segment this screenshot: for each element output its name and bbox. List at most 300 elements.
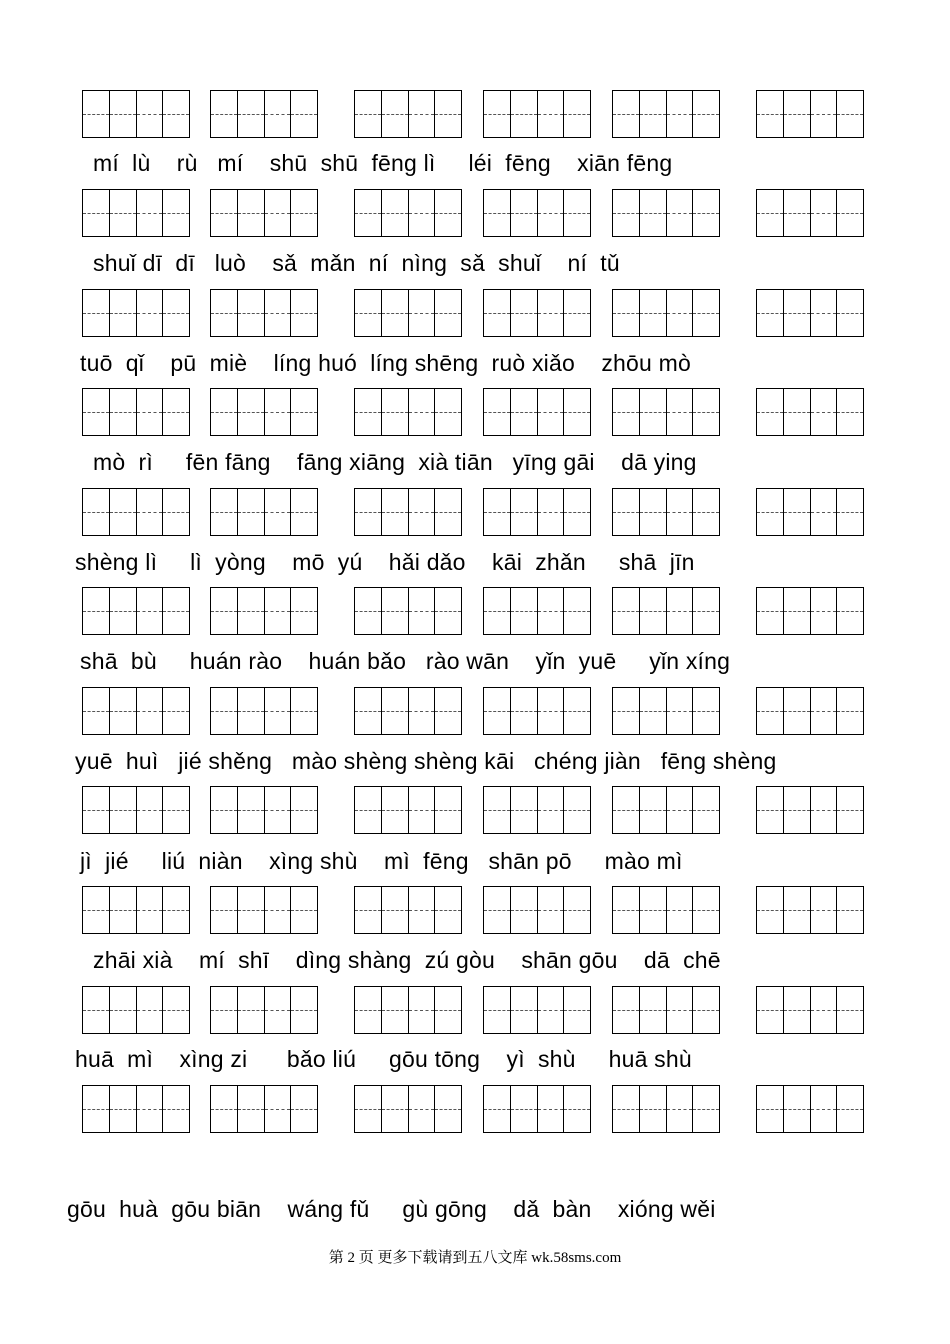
writing-box-cell[interactable] bbox=[484, 290, 511, 336]
writing-box-cell[interactable] bbox=[511, 787, 538, 833]
writing-box-cell[interactable] bbox=[784, 887, 811, 933]
writing-box-cell[interactable] bbox=[613, 290, 640, 336]
writing-box-cell[interactable] bbox=[291, 91, 317, 137]
writing-box-cell[interactable] bbox=[265, 588, 292, 634]
writing-box-cell[interactable] bbox=[355, 688, 382, 734]
writing-box-cell[interactable] bbox=[757, 389, 784, 435]
writing-box-cell[interactable] bbox=[211, 987, 238, 1033]
writing-box-cell[interactable] bbox=[640, 987, 667, 1033]
writing-box-group[interactable] bbox=[756, 986, 864, 1034]
writing-box-cell[interactable] bbox=[564, 290, 590, 336]
writing-box-cell[interactable] bbox=[355, 489, 382, 535]
writing-box-cell[interactable] bbox=[837, 190, 863, 236]
writing-box-cell[interactable] bbox=[484, 887, 511, 933]
writing-box-group[interactable] bbox=[756, 189, 864, 237]
writing-box-group[interactable] bbox=[210, 90, 318, 138]
writing-box-cell[interactable] bbox=[238, 887, 265, 933]
writing-box-cell[interactable] bbox=[137, 91, 164, 137]
writing-box-cell[interactable] bbox=[613, 91, 640, 137]
writing-box-cell[interactable] bbox=[110, 389, 137, 435]
writing-box-cell[interactable] bbox=[291, 190, 317, 236]
writing-box-cell[interactable] bbox=[511, 987, 538, 1033]
writing-box-cell[interactable] bbox=[811, 91, 838, 137]
writing-box-cell[interactable] bbox=[640, 588, 667, 634]
writing-box-cell[interactable] bbox=[435, 787, 461, 833]
writing-box-cell[interactable] bbox=[238, 389, 265, 435]
writing-box-group[interactable] bbox=[483, 786, 591, 834]
writing-box-cell[interactable] bbox=[613, 588, 640, 634]
writing-box-cell[interactable] bbox=[613, 489, 640, 535]
writing-box-cell[interactable] bbox=[137, 887, 164, 933]
writing-box-cell[interactable] bbox=[693, 588, 719, 634]
writing-box-cell[interactable] bbox=[110, 787, 137, 833]
writing-box-cell[interactable] bbox=[564, 688, 590, 734]
writing-box-cell[interactable] bbox=[409, 190, 436, 236]
writing-box-cell[interactable] bbox=[784, 1086, 811, 1132]
writing-box-cell[interactable] bbox=[238, 1086, 265, 1132]
writing-box-cell[interactable] bbox=[811, 787, 838, 833]
writing-box-cell[interactable] bbox=[355, 190, 382, 236]
writing-box-cell[interactable] bbox=[511, 389, 538, 435]
writing-box-cell[interactable] bbox=[355, 389, 382, 435]
writing-box-cell[interactable] bbox=[211, 787, 238, 833]
writing-box-cell[interactable] bbox=[238, 987, 265, 1033]
writing-box-cell[interactable] bbox=[640, 688, 667, 734]
writing-box-cell[interactable] bbox=[382, 190, 409, 236]
writing-box-cell[interactable] bbox=[83, 489, 110, 535]
writing-box-cell[interactable] bbox=[435, 887, 461, 933]
writing-box-cell[interactable] bbox=[238, 91, 265, 137]
writing-box-cell[interactable] bbox=[355, 787, 382, 833]
writing-box-group[interactable] bbox=[82, 587, 190, 635]
writing-box-cell[interactable] bbox=[484, 588, 511, 634]
writing-box-cell[interactable] bbox=[435, 588, 461, 634]
writing-box-cell[interactable] bbox=[382, 1086, 409, 1132]
writing-box-cell[interactable] bbox=[265, 91, 292, 137]
writing-box-group[interactable] bbox=[210, 587, 318, 635]
writing-box-cell[interactable] bbox=[784, 688, 811, 734]
writing-box-cell[interactable] bbox=[564, 91, 590, 137]
writing-box-cell[interactable] bbox=[667, 887, 694, 933]
writing-box-group[interactable] bbox=[756, 289, 864, 337]
writing-box-group[interactable] bbox=[82, 289, 190, 337]
writing-box-group[interactable] bbox=[756, 388, 864, 436]
writing-box-cell[interactable] bbox=[837, 688, 863, 734]
writing-box-group[interactable] bbox=[354, 388, 462, 436]
writing-box-cell[interactable] bbox=[265, 987, 292, 1033]
writing-box-cell[interactable] bbox=[265, 489, 292, 535]
writing-box-cell[interactable] bbox=[640, 290, 667, 336]
writing-box-group[interactable] bbox=[483, 886, 591, 934]
writing-box-cell[interactable] bbox=[110, 290, 137, 336]
writing-box-group[interactable] bbox=[82, 786, 190, 834]
writing-box-group[interactable] bbox=[612, 90, 720, 138]
writing-box-group[interactable] bbox=[354, 488, 462, 536]
writing-box-cell[interactable] bbox=[110, 91, 137, 137]
writing-box-cell[interactable] bbox=[211, 688, 238, 734]
writing-box-group[interactable] bbox=[483, 289, 591, 337]
writing-box-cell[interactable] bbox=[382, 489, 409, 535]
writing-box-group[interactable] bbox=[612, 1085, 720, 1133]
writing-box-cell[interactable] bbox=[355, 887, 382, 933]
writing-box-cell[interactable] bbox=[693, 887, 719, 933]
writing-box-cell[interactable] bbox=[484, 1086, 511, 1132]
writing-box-cell[interactable] bbox=[83, 887, 110, 933]
writing-box-cell[interactable] bbox=[784, 389, 811, 435]
writing-box-cell[interactable] bbox=[538, 489, 565, 535]
writing-box-cell[interactable] bbox=[409, 887, 436, 933]
writing-box-cell[interactable] bbox=[110, 190, 137, 236]
writing-box-cell[interactable] bbox=[511, 91, 538, 137]
writing-box-cell[interactable] bbox=[163, 91, 189, 137]
writing-box-cell[interactable] bbox=[784, 290, 811, 336]
writing-box-cell[interactable] bbox=[484, 987, 511, 1033]
writing-box-cell[interactable] bbox=[211, 588, 238, 634]
writing-box-cell[interactable] bbox=[693, 987, 719, 1033]
writing-box-group[interactable] bbox=[612, 189, 720, 237]
writing-box-group[interactable] bbox=[210, 687, 318, 735]
writing-box-cell[interactable] bbox=[640, 1086, 667, 1132]
writing-box-cell[interactable] bbox=[163, 290, 189, 336]
writing-box-cell[interactable] bbox=[693, 91, 719, 137]
writing-box-cell[interactable] bbox=[757, 1086, 784, 1132]
writing-box-group[interactable] bbox=[612, 388, 720, 436]
writing-box-cell[interactable] bbox=[435, 389, 461, 435]
writing-box-group[interactable] bbox=[612, 289, 720, 337]
writing-box-cell[interactable] bbox=[811, 290, 838, 336]
writing-box-group[interactable] bbox=[354, 289, 462, 337]
writing-box-cell[interactable] bbox=[484, 787, 511, 833]
writing-box-group[interactable] bbox=[612, 986, 720, 1034]
writing-box-cell[interactable] bbox=[110, 1086, 137, 1132]
writing-box-cell[interactable] bbox=[511, 489, 538, 535]
writing-box-group[interactable] bbox=[354, 189, 462, 237]
writing-box-cell[interactable] bbox=[163, 887, 189, 933]
writing-box-group[interactable] bbox=[354, 90, 462, 138]
writing-box-cell[interactable] bbox=[640, 887, 667, 933]
writing-box-cell[interactable] bbox=[757, 688, 784, 734]
writing-box-cell[interactable] bbox=[110, 489, 137, 535]
writing-box-group[interactable] bbox=[210, 488, 318, 536]
writing-box-cell[interactable] bbox=[291, 987, 317, 1033]
writing-box-cell[interactable] bbox=[693, 190, 719, 236]
writing-box-cell[interactable] bbox=[163, 489, 189, 535]
writing-box-cell[interactable] bbox=[613, 787, 640, 833]
writing-box-cell[interactable] bbox=[355, 290, 382, 336]
writing-box-cell[interactable] bbox=[382, 987, 409, 1033]
writing-box-cell[interactable] bbox=[757, 887, 784, 933]
writing-box-cell[interactable] bbox=[137, 987, 164, 1033]
writing-box-cell[interactable] bbox=[667, 787, 694, 833]
writing-box-cell[interactable] bbox=[640, 489, 667, 535]
writing-box-group[interactable] bbox=[756, 488, 864, 536]
writing-box-cell[interactable] bbox=[837, 389, 863, 435]
writing-box-group[interactable] bbox=[82, 986, 190, 1034]
writing-box-cell[interactable] bbox=[511, 1086, 538, 1132]
writing-box-cell[interactable] bbox=[163, 688, 189, 734]
writing-box-cell[interactable] bbox=[137, 688, 164, 734]
writing-box-cell[interactable] bbox=[693, 489, 719, 535]
writing-box-cell[interactable] bbox=[382, 887, 409, 933]
writing-box-cell[interactable] bbox=[435, 1086, 461, 1132]
writing-box-cell[interactable] bbox=[163, 588, 189, 634]
writing-box-cell[interactable] bbox=[784, 588, 811, 634]
writing-box-cell[interactable] bbox=[137, 190, 164, 236]
writing-box-cell[interactable] bbox=[409, 389, 436, 435]
writing-box-cell[interactable] bbox=[640, 91, 667, 137]
writing-box-cell[interactable] bbox=[757, 91, 784, 137]
writing-box-group[interactable] bbox=[756, 886, 864, 934]
writing-box-cell[interactable] bbox=[382, 91, 409, 137]
writing-box-cell[interactable] bbox=[435, 688, 461, 734]
writing-box-cell[interactable] bbox=[83, 290, 110, 336]
writing-box-cell[interactable] bbox=[265, 389, 292, 435]
writing-box-cell[interactable] bbox=[409, 489, 436, 535]
writing-box-cell[interactable] bbox=[538, 688, 565, 734]
writing-box-cell[interactable] bbox=[511, 688, 538, 734]
writing-box-cell[interactable] bbox=[382, 787, 409, 833]
writing-box-cell[interactable] bbox=[137, 588, 164, 634]
writing-box-cell[interactable] bbox=[163, 1086, 189, 1132]
writing-box-cell[interactable] bbox=[564, 489, 590, 535]
writing-box-cell[interactable] bbox=[382, 290, 409, 336]
writing-box-cell[interactable] bbox=[137, 1086, 164, 1132]
writing-box-group[interactable] bbox=[210, 986, 318, 1034]
writing-box-cell[interactable] bbox=[382, 588, 409, 634]
writing-box-cell[interactable] bbox=[291, 489, 317, 535]
writing-box-cell[interactable] bbox=[538, 1086, 565, 1132]
writing-box-group[interactable] bbox=[82, 886, 190, 934]
writing-box-cell[interactable] bbox=[693, 290, 719, 336]
writing-box-cell[interactable] bbox=[511, 887, 538, 933]
writing-box-group[interactable] bbox=[483, 687, 591, 735]
writing-box-cell[interactable] bbox=[211, 1086, 238, 1132]
writing-box-cell[interactable] bbox=[265, 688, 292, 734]
writing-box-cell[interactable] bbox=[693, 688, 719, 734]
writing-box-cell[interactable] bbox=[409, 290, 436, 336]
writing-box-cell[interactable] bbox=[837, 1086, 863, 1132]
writing-box-cell[interactable] bbox=[435, 489, 461, 535]
writing-box-cell[interactable] bbox=[409, 588, 436, 634]
writing-box-cell[interactable] bbox=[693, 389, 719, 435]
writing-box-cell[interactable] bbox=[110, 688, 137, 734]
writing-box-cell[interactable] bbox=[291, 1086, 317, 1132]
writing-box-cell[interactable] bbox=[613, 887, 640, 933]
writing-box-group[interactable] bbox=[210, 886, 318, 934]
writing-box-cell[interactable] bbox=[538, 389, 565, 435]
writing-box-group[interactable] bbox=[354, 1085, 462, 1133]
writing-box-cell[interactable] bbox=[784, 190, 811, 236]
writing-box-group[interactable] bbox=[82, 90, 190, 138]
writing-box-group[interactable] bbox=[483, 986, 591, 1034]
writing-box-cell[interactable] bbox=[238, 489, 265, 535]
writing-box-cell[interactable] bbox=[409, 987, 436, 1033]
writing-box-cell[interactable] bbox=[110, 887, 137, 933]
writing-box-cell[interactable] bbox=[238, 290, 265, 336]
writing-box-cell[interactable] bbox=[484, 688, 511, 734]
writing-box-group[interactable] bbox=[483, 388, 591, 436]
writing-box-cell[interactable] bbox=[837, 290, 863, 336]
writing-box-cell[interactable] bbox=[564, 987, 590, 1033]
writing-box-group[interactable] bbox=[82, 488, 190, 536]
writing-box-cell[interactable] bbox=[137, 290, 164, 336]
writing-box-cell[interactable] bbox=[784, 91, 811, 137]
writing-box-cell[interactable] bbox=[564, 887, 590, 933]
writing-box-cell[interactable] bbox=[137, 489, 164, 535]
writing-box-cell[interactable] bbox=[382, 389, 409, 435]
writing-box-group[interactable] bbox=[354, 687, 462, 735]
writing-box-cell[interactable] bbox=[613, 1086, 640, 1132]
writing-box-cell[interactable] bbox=[382, 688, 409, 734]
writing-box-cell[interactable] bbox=[484, 489, 511, 535]
writing-box-cell[interactable] bbox=[238, 688, 265, 734]
writing-box-cell[interactable] bbox=[640, 190, 667, 236]
writing-box-group[interactable] bbox=[756, 687, 864, 735]
writing-box-group[interactable] bbox=[612, 687, 720, 735]
writing-box-cell[interactable] bbox=[757, 489, 784, 535]
writing-box-group[interactable] bbox=[483, 488, 591, 536]
writing-box-cell[interactable] bbox=[811, 1086, 838, 1132]
writing-box-cell[interactable] bbox=[667, 987, 694, 1033]
writing-box-cell[interactable] bbox=[511, 190, 538, 236]
writing-box-group[interactable] bbox=[612, 587, 720, 635]
writing-box-cell[interactable] bbox=[83, 787, 110, 833]
writing-box-cell[interactable] bbox=[538, 787, 565, 833]
writing-box-cell[interactable] bbox=[538, 290, 565, 336]
writing-box-cell[interactable] bbox=[837, 91, 863, 137]
writing-box-group[interactable] bbox=[612, 886, 720, 934]
writing-box-group[interactable] bbox=[354, 587, 462, 635]
writing-box-cell[interactable] bbox=[667, 91, 694, 137]
writing-box-cell[interactable] bbox=[613, 190, 640, 236]
writing-box-cell[interactable] bbox=[667, 688, 694, 734]
writing-box-cell[interactable] bbox=[110, 987, 137, 1033]
writing-box-group[interactable] bbox=[354, 986, 462, 1034]
writing-box-cell[interactable] bbox=[811, 389, 838, 435]
writing-box-cell[interactable] bbox=[538, 887, 565, 933]
writing-box-cell[interactable] bbox=[640, 389, 667, 435]
writing-box-group[interactable] bbox=[210, 388, 318, 436]
writing-box-group[interactable] bbox=[612, 786, 720, 834]
writing-box-cell[interactable] bbox=[811, 688, 838, 734]
writing-box-group[interactable] bbox=[82, 1085, 190, 1133]
writing-box-cell[interactable] bbox=[837, 489, 863, 535]
writing-box-group[interactable] bbox=[210, 189, 318, 237]
writing-box-cell[interactable] bbox=[667, 1086, 694, 1132]
writing-box-cell[interactable] bbox=[291, 887, 317, 933]
writing-box-cell[interactable] bbox=[811, 588, 838, 634]
writing-box-cell[interactable] bbox=[811, 887, 838, 933]
writing-box-cell[interactable] bbox=[511, 588, 538, 634]
writing-box-cell[interactable] bbox=[211, 489, 238, 535]
writing-box-group[interactable] bbox=[210, 786, 318, 834]
writing-box-cell[interactable] bbox=[564, 389, 590, 435]
writing-box-cell[interactable] bbox=[564, 787, 590, 833]
writing-box-cell[interactable] bbox=[211, 190, 238, 236]
writing-box-group[interactable] bbox=[756, 587, 864, 635]
writing-box-cell[interactable] bbox=[484, 190, 511, 236]
writing-box-cell[interactable] bbox=[837, 588, 863, 634]
writing-box-cell[interactable] bbox=[163, 190, 189, 236]
writing-box-cell[interactable] bbox=[784, 489, 811, 535]
writing-box-cell[interactable] bbox=[435, 190, 461, 236]
writing-box-cell[interactable] bbox=[613, 987, 640, 1033]
writing-box-cell[interactable] bbox=[409, 688, 436, 734]
writing-box-cell[interactable] bbox=[265, 887, 292, 933]
writing-box-cell[interactable] bbox=[265, 1086, 292, 1132]
writing-box-cell[interactable] bbox=[211, 91, 238, 137]
writing-box-cell[interactable] bbox=[110, 588, 137, 634]
writing-box-cell[interactable] bbox=[667, 389, 694, 435]
writing-box-cell[interactable] bbox=[265, 190, 292, 236]
writing-box-cell[interactable] bbox=[484, 91, 511, 137]
writing-box-cell[interactable] bbox=[238, 190, 265, 236]
writing-box-group[interactable] bbox=[483, 1085, 591, 1133]
writing-box-cell[interactable] bbox=[83, 91, 110, 137]
writing-box-cell[interactable] bbox=[837, 787, 863, 833]
writing-box-cell[interactable] bbox=[757, 190, 784, 236]
writing-box-group[interactable] bbox=[354, 786, 462, 834]
writing-box-group[interactable] bbox=[82, 388, 190, 436]
writing-box-group[interactable] bbox=[354, 886, 462, 934]
writing-box-cell[interactable] bbox=[837, 987, 863, 1033]
writing-box-cell[interactable] bbox=[435, 290, 461, 336]
writing-box-cell[interactable] bbox=[511, 290, 538, 336]
writing-box-cell[interactable] bbox=[811, 987, 838, 1033]
writing-box-cell[interactable] bbox=[238, 588, 265, 634]
writing-box-cell[interactable] bbox=[83, 987, 110, 1033]
writing-box-cell[interactable] bbox=[355, 1086, 382, 1132]
writing-box-cell[interactable] bbox=[784, 987, 811, 1033]
writing-box-cell[interactable] bbox=[784, 787, 811, 833]
writing-box-group[interactable] bbox=[612, 488, 720, 536]
writing-box-cell[interactable] bbox=[83, 389, 110, 435]
writing-box-cell[interactable] bbox=[757, 787, 784, 833]
writing-box-cell[interactable] bbox=[211, 887, 238, 933]
writing-box-cell[interactable] bbox=[435, 91, 461, 137]
writing-box-cell[interactable] bbox=[667, 190, 694, 236]
writing-box-cell[interactable] bbox=[667, 489, 694, 535]
writing-box-cell[interactable] bbox=[538, 190, 565, 236]
writing-box-cell[interactable] bbox=[435, 987, 461, 1033]
writing-box-cell[interactable] bbox=[640, 787, 667, 833]
writing-box-cell[interactable] bbox=[355, 91, 382, 137]
writing-box-cell[interactable] bbox=[137, 787, 164, 833]
writing-box-cell[interactable] bbox=[409, 787, 436, 833]
writing-box-cell[interactable] bbox=[355, 588, 382, 634]
writing-box-cell[interactable] bbox=[564, 588, 590, 634]
writing-box-cell[interactable] bbox=[538, 588, 565, 634]
writing-box-cell[interactable] bbox=[409, 1086, 436, 1132]
writing-box-group[interactable] bbox=[210, 289, 318, 337]
writing-box-cell[interactable] bbox=[83, 588, 110, 634]
writing-box-group[interactable] bbox=[756, 1085, 864, 1133]
writing-box-cell[interactable] bbox=[693, 787, 719, 833]
writing-box-group[interactable] bbox=[756, 90, 864, 138]
writing-box-cell[interactable] bbox=[291, 588, 317, 634]
writing-box-cell[interactable] bbox=[757, 588, 784, 634]
writing-box-cell[interactable] bbox=[538, 91, 565, 137]
writing-box-cell[interactable] bbox=[163, 987, 189, 1033]
writing-box-cell[interactable] bbox=[613, 389, 640, 435]
writing-box-cell[interactable] bbox=[757, 290, 784, 336]
writing-box-cell[interactable] bbox=[291, 688, 317, 734]
writing-box-cell[interactable] bbox=[693, 1086, 719, 1132]
writing-box-cell[interactable] bbox=[667, 290, 694, 336]
writing-box-cell[interactable] bbox=[564, 190, 590, 236]
writing-box-cell[interactable] bbox=[163, 389, 189, 435]
writing-box-cell[interactable] bbox=[265, 787, 292, 833]
